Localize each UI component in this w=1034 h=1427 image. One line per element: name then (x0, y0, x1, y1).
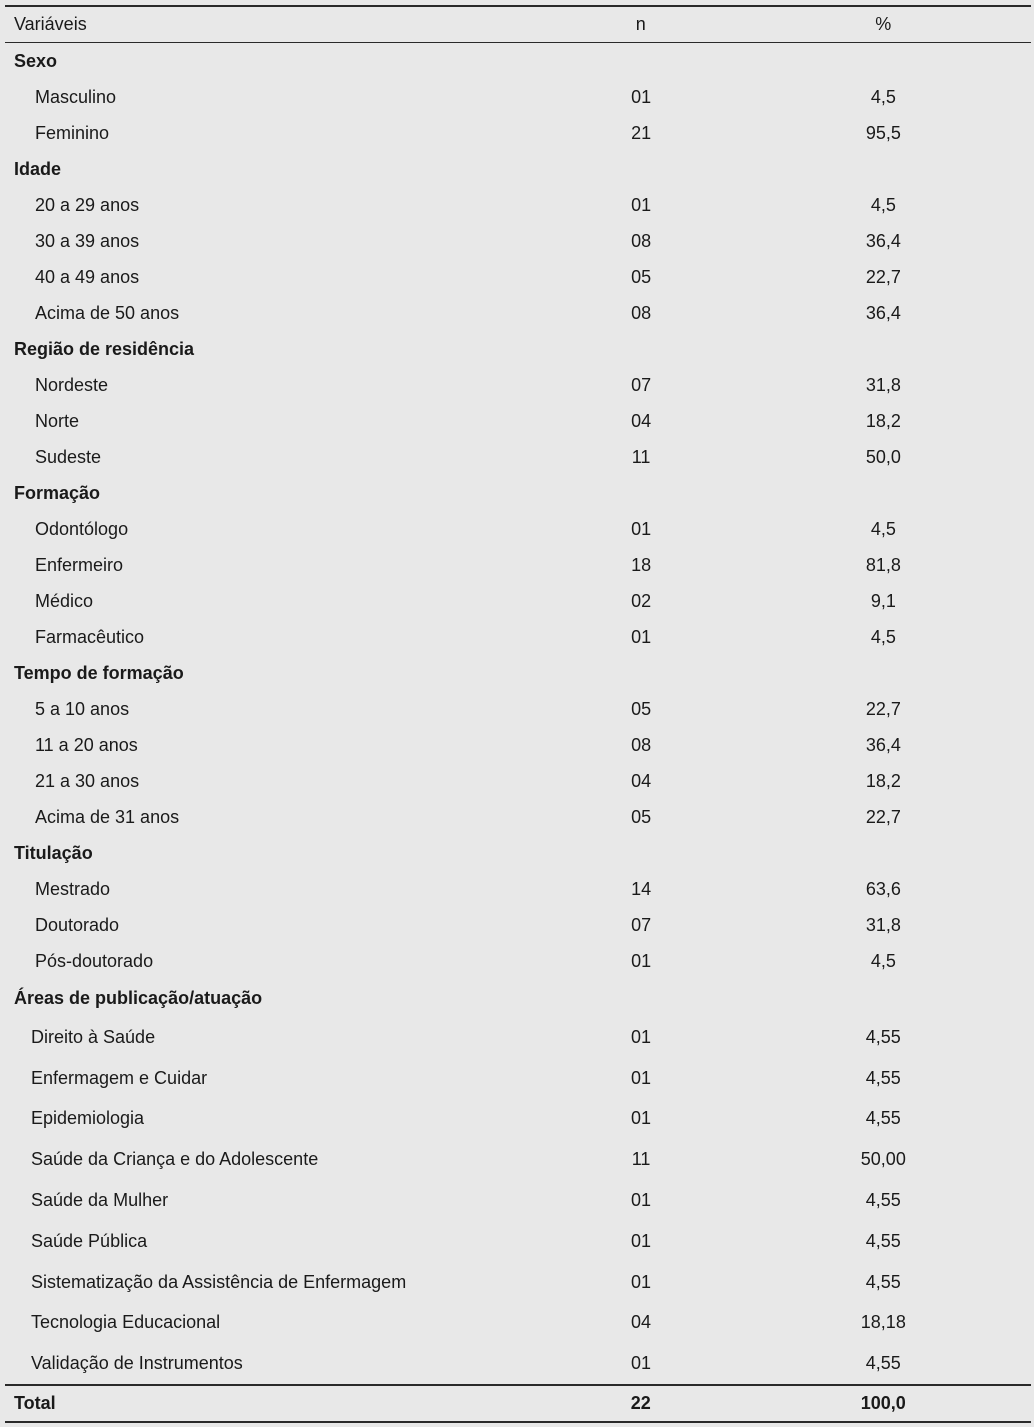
row-label: Tecnologia Educacional (31, 1312, 221, 1333)
row-pct: 4,55 (865, 1067, 901, 1088)
row-label: Enfermeiro (35, 554, 124, 575)
table-row (5, 1099, 1031, 1140)
category-row (5, 331, 1031, 367)
table-row (5, 223, 1031, 259)
row-label: Odontólogo (35, 518, 129, 539)
total-pct: 100,0 (860, 1393, 906, 1414)
table-row (5, 1221, 1031, 1262)
table-row (5, 799, 1031, 835)
total-n: 22 (630, 1393, 651, 1414)
row-label: Enfermagem e Cuidar (31, 1067, 208, 1088)
row-label: Feminino (35, 122, 110, 143)
row-label: Nordeste (35, 374, 109, 395)
row-n: 01 (631, 626, 652, 647)
table-row (5, 295, 1031, 331)
row-n: 01 (631, 194, 652, 215)
table-row (5, 619, 1031, 655)
row-label: 20 a 29 anos (35, 194, 140, 215)
row-n: 01 (631, 86, 652, 107)
table-row (5, 907, 1031, 943)
row-label: Saúde da Criança e do Adolescente (31, 1149, 319, 1170)
row-label: Masculino (35, 86, 117, 107)
row-n: 04 (631, 770, 652, 791)
row-n: 01 (631, 1108, 652, 1129)
row-pct: 95,5 (865, 122, 901, 143)
row-n: 08 (631, 734, 652, 755)
row-label: 11 a 20 anos (35, 734, 138, 755)
row-pct: 22,7 (865, 698, 901, 719)
total-row (5, 1386, 1031, 1421)
table-row (5, 871, 1031, 907)
row-n: 18 (631, 554, 652, 575)
row-label: Validação de Instrumentos (31, 1353, 243, 1374)
data-table (5, 5, 1031, 1423)
header-variable: Variáveis (14, 14, 87, 34)
row-label: Médico (35, 590, 94, 611)
row-pct: 18,2 (865, 770, 901, 791)
total-label: Total (14, 1393, 56, 1414)
category-title: Titulação (14, 842, 93, 863)
category-title: Formação (14, 482, 101, 503)
row-n: 01 (631, 1353, 652, 1374)
header-pct: % (875, 14, 892, 34)
table-row (5, 1303, 1031, 1344)
row-n: 05 (631, 698, 652, 719)
table-header (5, 7, 1031, 42)
row-pct: 4,5 (870, 194, 896, 215)
row-n: 04 (631, 410, 652, 431)
table-row (5, 1058, 1031, 1099)
category-title: Áreas de publicação/atuação (14, 987, 263, 1008)
row-label: Sistematização da Assistência de Enfermagem (31, 1271, 407, 1292)
row-pct: 36,4 (865, 230, 901, 251)
category-row (5, 655, 1031, 691)
row-pct: 18,2 (865, 410, 901, 431)
row-pct: 81,8 (865, 554, 901, 575)
row-n: 01 (631, 950, 652, 971)
row-label: Saúde da Mulher (31, 1190, 169, 1211)
table-row (5, 403, 1031, 439)
row-pct: 63,6 (865, 878, 901, 899)
category-title: Região de residência (14, 338, 195, 359)
table-row (5, 259, 1031, 295)
row-n: 01 (631, 1067, 652, 1088)
row-pct: 31,8 (865, 914, 901, 935)
row-label: 21 a 30 anos (35, 770, 140, 791)
category-row (5, 43, 1031, 79)
row-n: 21 (631, 122, 652, 143)
table-row (5, 763, 1031, 799)
table-row (5, 1180, 1031, 1221)
row-pct: 4,5 (870, 626, 896, 647)
category-row (5, 151, 1031, 187)
row-n: 04 (631, 1312, 652, 1333)
row-pct: 9,1 (870, 590, 896, 611)
row-pct: 31,8 (865, 374, 901, 395)
category-title: Idade (14, 158, 62, 179)
table-row (5, 115, 1031, 151)
row-label: Saúde Pública (31, 1230, 148, 1251)
row-pct: 36,4 (865, 734, 901, 755)
row-pct: 4,55 (865, 1271, 901, 1292)
row-n: 07 (631, 374, 652, 395)
row-n: 05 (631, 806, 652, 827)
row-label: Mestrado (35, 878, 111, 899)
row-pct: 22,7 (865, 266, 901, 287)
row-n: 08 (631, 302, 652, 323)
table-row (5, 511, 1031, 547)
header-n: n (635, 14, 646, 34)
row-label: Direito à Saúde (31, 1026, 156, 1047)
table-row (5, 1017, 1031, 1058)
row-n: 01 (631, 1230, 652, 1251)
table-row (5, 367, 1031, 403)
row-pct: 4,5 (870, 518, 896, 539)
row-label: Epidemiologia (31, 1108, 145, 1129)
row-label: 5 a 10 anos (35, 698, 130, 719)
table-row (5, 79, 1031, 115)
row-label: Norte (35, 410, 80, 431)
table-row (5, 187, 1031, 223)
row-pct: 4,5 (870, 86, 896, 107)
table-row (5, 583, 1031, 619)
row-label: 40 a 49 anos (35, 266, 140, 287)
row-n: 01 (631, 1026, 652, 1047)
table-row (5, 943, 1031, 979)
row-label: Farmacêutico (35, 626, 145, 647)
category-row (5, 835, 1031, 871)
row-n: 01 (631, 1190, 652, 1211)
row-n: 01 (631, 518, 652, 539)
row-n: 08 (631, 230, 652, 251)
table-row (5, 1343, 1031, 1384)
row-pct: 36,4 (865, 302, 901, 323)
table-row (5, 1139, 1031, 1180)
row-label: 30 a 39 anos (35, 230, 140, 251)
row-pct: 50,00 (860, 1149, 906, 1170)
row-label: Acima de 31 anos (35, 806, 180, 827)
row-pct: 4,55 (865, 1026, 901, 1047)
table-row (5, 691, 1031, 727)
row-n: 01 (631, 1271, 652, 1292)
row-n: 05 (631, 266, 652, 287)
row-n: 14 (631, 878, 652, 899)
category-title: Tempo de formação (14, 662, 184, 683)
table-body (5, 43, 1031, 1384)
table-row (5, 547, 1031, 583)
row-label: Doutorado (35, 914, 120, 935)
row-label: Acima de 50 anos (35, 302, 180, 323)
row-pct: 50,0 (865, 446, 901, 467)
table-row (5, 1262, 1031, 1303)
row-pct: 22,7 (865, 806, 901, 827)
row-pct: 4,5 (870, 950, 896, 971)
row-n: 11 (631, 1149, 651, 1170)
row-n: 02 (631, 590, 652, 611)
row-pct: 4,55 (865, 1108, 901, 1129)
row-n: 11 (631, 446, 651, 467)
row-pct: 4,55 (865, 1353, 901, 1374)
table-row (5, 727, 1031, 763)
category-title: Sexo (14, 50, 58, 71)
table-row (5, 439, 1031, 475)
row-label: Sudeste (35, 446, 102, 467)
row-pct: 18,18 (860, 1312, 906, 1333)
row-label: Pós-doutorado (35, 950, 154, 971)
bottom-rule (5, 1421, 1031, 1423)
category-row (5, 979, 1031, 1017)
row-pct: 4,55 (865, 1230, 901, 1251)
row-pct: 4,55 (865, 1190, 901, 1211)
category-row (5, 475, 1031, 511)
row-n: 07 (631, 914, 652, 935)
